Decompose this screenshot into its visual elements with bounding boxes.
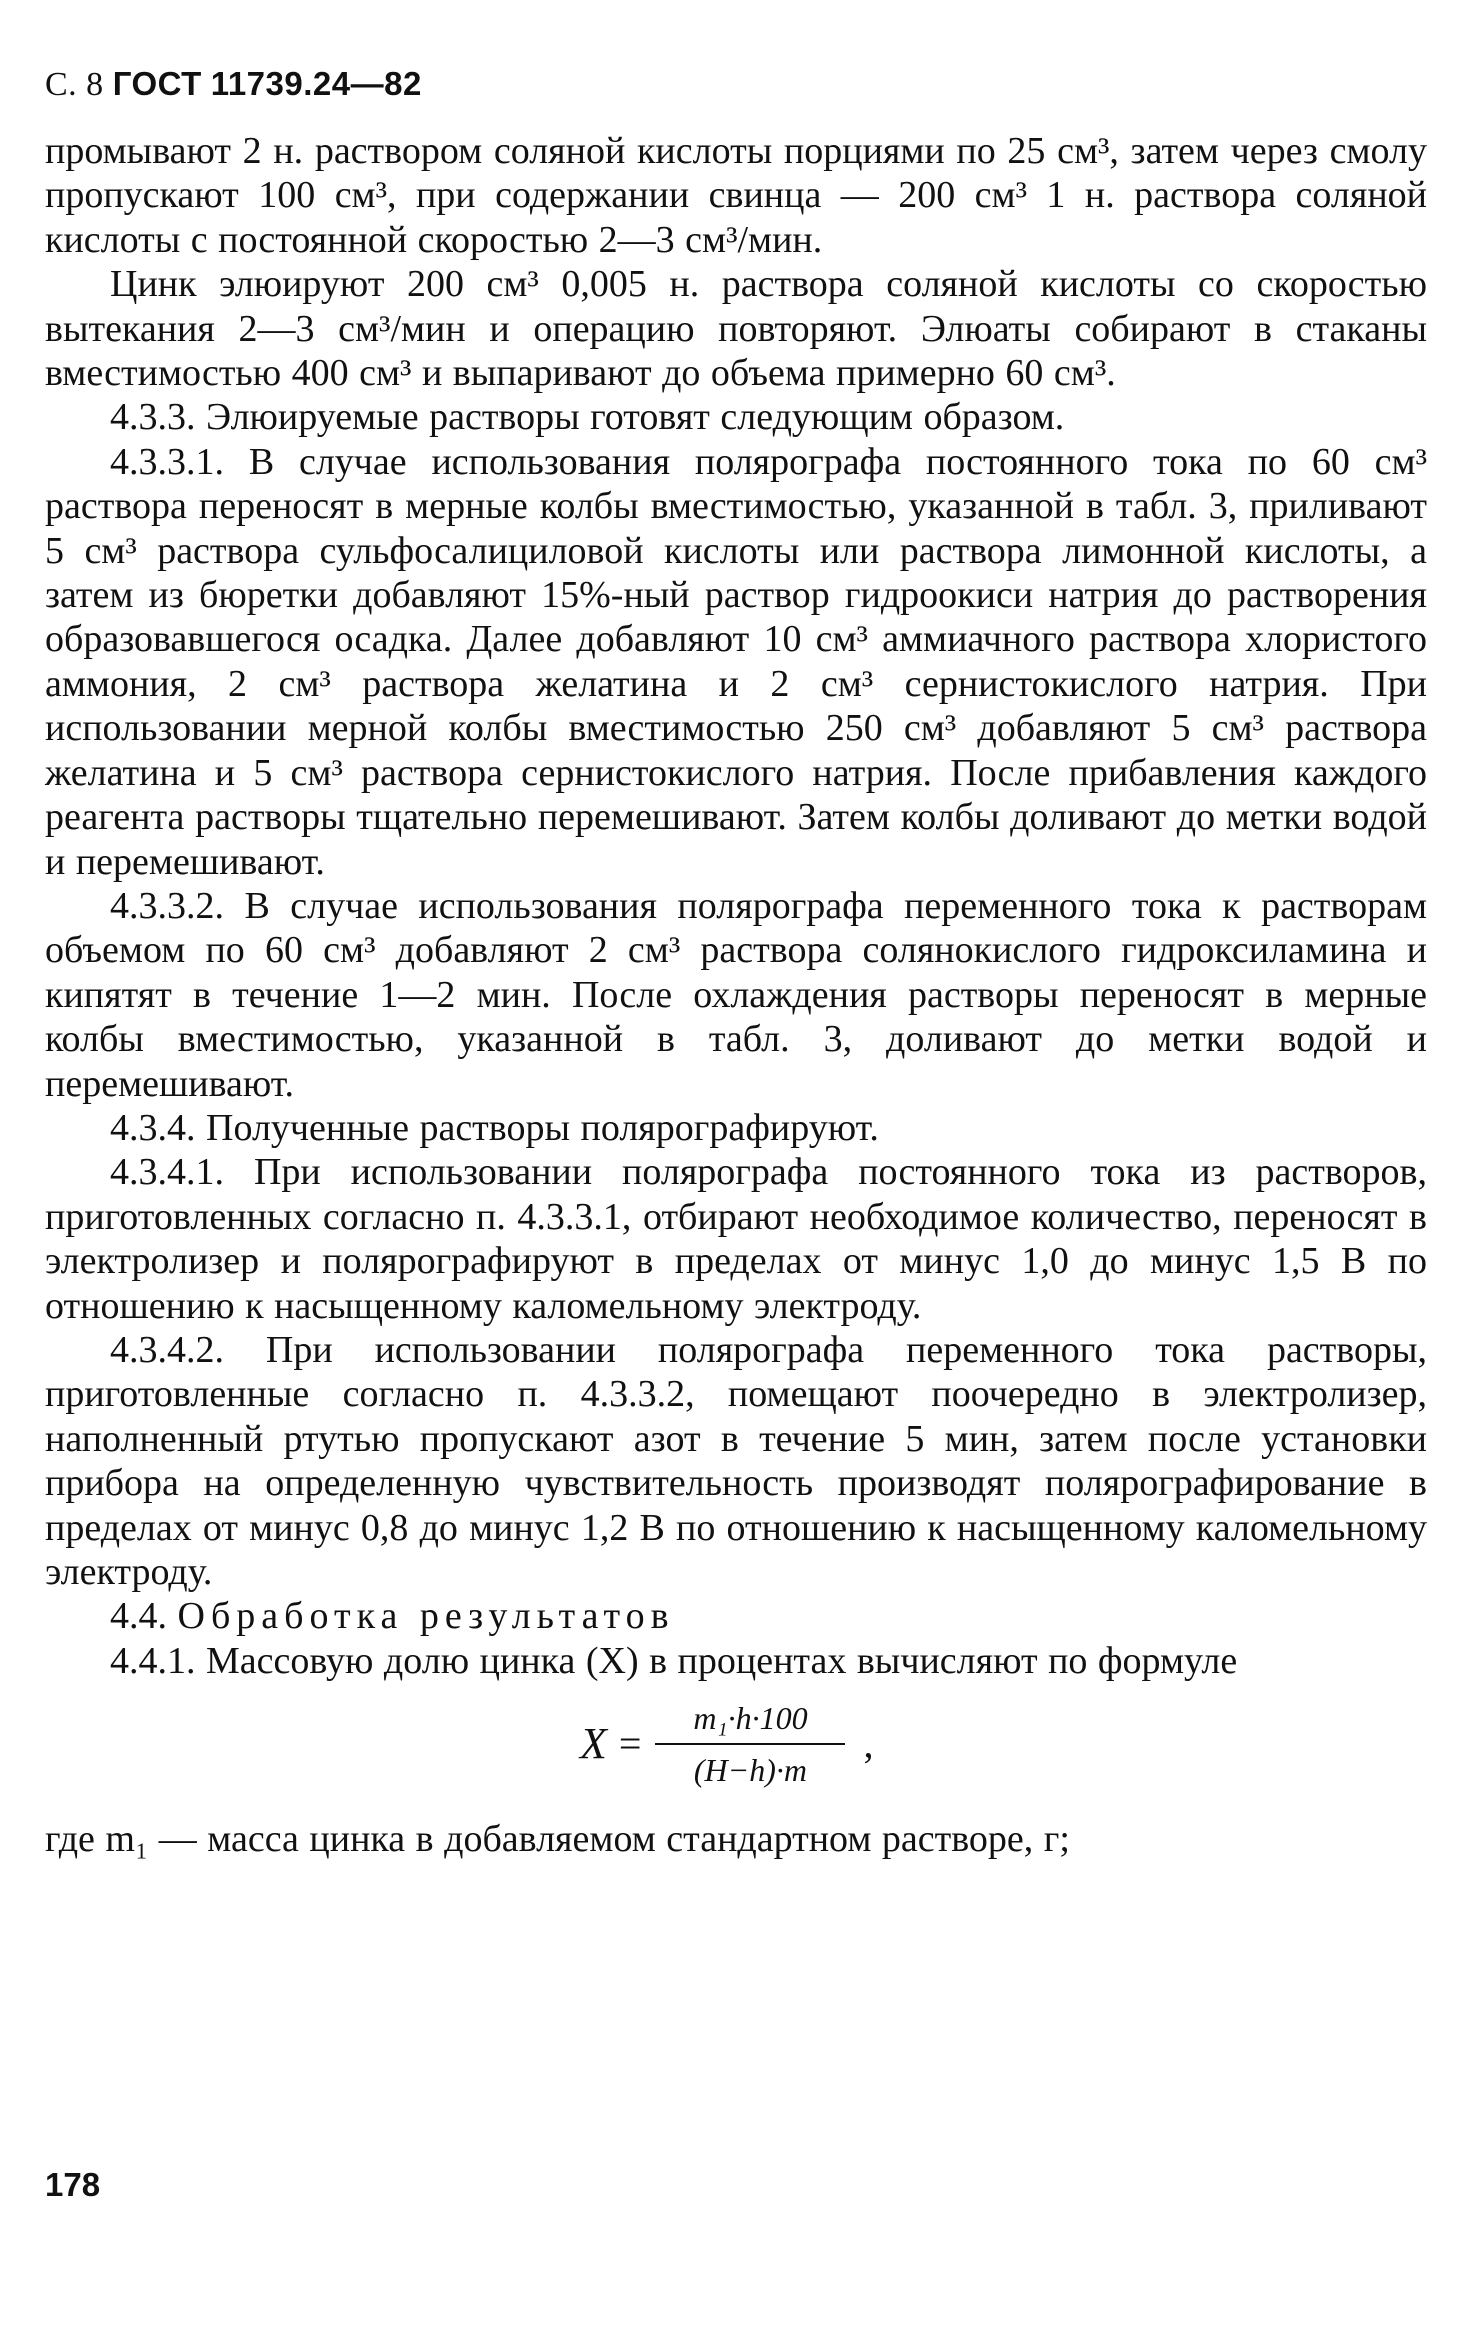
- formula-denominator: (H−h)·m: [693, 1752, 808, 1789]
- formula-numerator: m₁·h·100: [693, 1700, 808, 1737]
- formula-intro: 4.4.1. Массовую долю цинка (X) в процентах вычисляют по формуле: [110, 1639, 1238, 1682]
- where-line: где m₁ — масса цинка в добавляемом стандартном растворе, г;: [45, 1818, 1070, 1861]
- standard-label: ГОСТ: [112, 65, 202, 102]
- standard-number: 11739.24—82: [210, 65, 422, 102]
- paragraph: 4.3.3.2. В случае использования полярографа переменного тока к растворам объемом по 60 см³ добавляют 2 см³ раствора солянокислого гидроксиламина и кипятят в течение 1—2 мин. После охлаждения растворы переносят в мерные колбы вместимостью, указанной в табл. 3, доливают до метки водой и перемешивают.: [45, 884, 1427, 1105]
- section-title: Обработка результатов: [177, 1595, 675, 1638]
- paragraph: промывают 2 н. раствором соляной кислоты порциями по 25 см³, затем через смолу пропускают 100 см³, при содержании свинца — 200 см³ 1 н. раствора соляной кислоты с постоянной скоростью 2—3 см³/мин.: [45, 130, 1427, 261]
- page-header: [45, 62, 1427, 107]
- paragraph: 4.3.4.2. При использовании полярографа переменного тока растворы, приготовленные согласно п. 4.3.3.2, помещают поочередно в электролизер, наполненный ртутью пропускают азот в течение 5 мин, затем после установки прибора на определенную чувствительность производят полярографирование в пределах от минус 0,8 до минус 1,2 В по отношению к насыщенному каломельному электроду.: [45, 1328, 1427, 1593]
- formula: [580, 1697, 873, 1791]
- paragraph: 4.3.4.1. При использовании полярографа постоянного тока из растворов, приготовленных согласно п. 4.3.3.1, отбирают необходимое количество, переносят в электролизер и полярографируют в пределах от минус 1,0 до минус 1,5 В по отношению к насыщенному каломельному электроду.: [45, 1151, 1427, 1327]
- formula-block: [45, 1689, 1427, 1811]
- body-text: [45, 129, 1427, 1862]
- paragraph: Цинк элюируют 200 см³ 0,005 н. раствора соляной кислоты со скоростью вытекания 2—3 см³/мин и операцию повторяют. Элюаты собирают в стаканы вместимостью 400 см³ и выпаривают до объема примерно 60 см³.: [45, 263, 1427, 395]
- formula-lhs: X: [580, 1719, 607, 1769]
- paragraph: 4.3.3. Элюируемые растворы готовят следующим образом.: [110, 396, 1065, 439]
- section-number: 4.4.: [110, 1595, 167, 1638]
- section-heading: [45, 1594, 1427, 1638]
- paragraph: 4.3.4. Полученные растворы полярографируют.: [110, 1106, 879, 1149]
- formula-equals: =: [618, 1721, 642, 1767]
- formula-fraction: [655, 1697, 845, 1791]
- document-page: [45, 62, 1427, 1862]
- formula-trailing: ,: [863, 1721, 874, 1767]
- page-number: 178: [45, 2166, 101, 2203]
- paragraph: 4.3.3.1. В случае использования полярографа постоянного тока по 60 см³ раствора переносят в мерные колбы вместимостью, указанной в табл. 3, приливают 5 см³ раствора сульфосалициловой кислоты или раствора лимонной кислоты, а затем из бюретки добавляют 15%-ный раствор гидроокиси натрия до растворения образовавшегося осадка. Далее добавляют 10 см³ аммиачного раствора хлористого аммония, 2 см³ раствора желатина и 2 см³ сернистокислого натрия. При использовании мерной колбы вместимостью 250 см³ добавляют 5 см³ раствора желатина и 5 см³ раствора сернистокислого натрия. После прибавления каждого реагента растворы тщательно перемешивают. Затем колбы доливают до метки водой и перемешивают.: [45, 440, 1427, 883]
- page-indicator: С. 8: [45, 66, 104, 103]
